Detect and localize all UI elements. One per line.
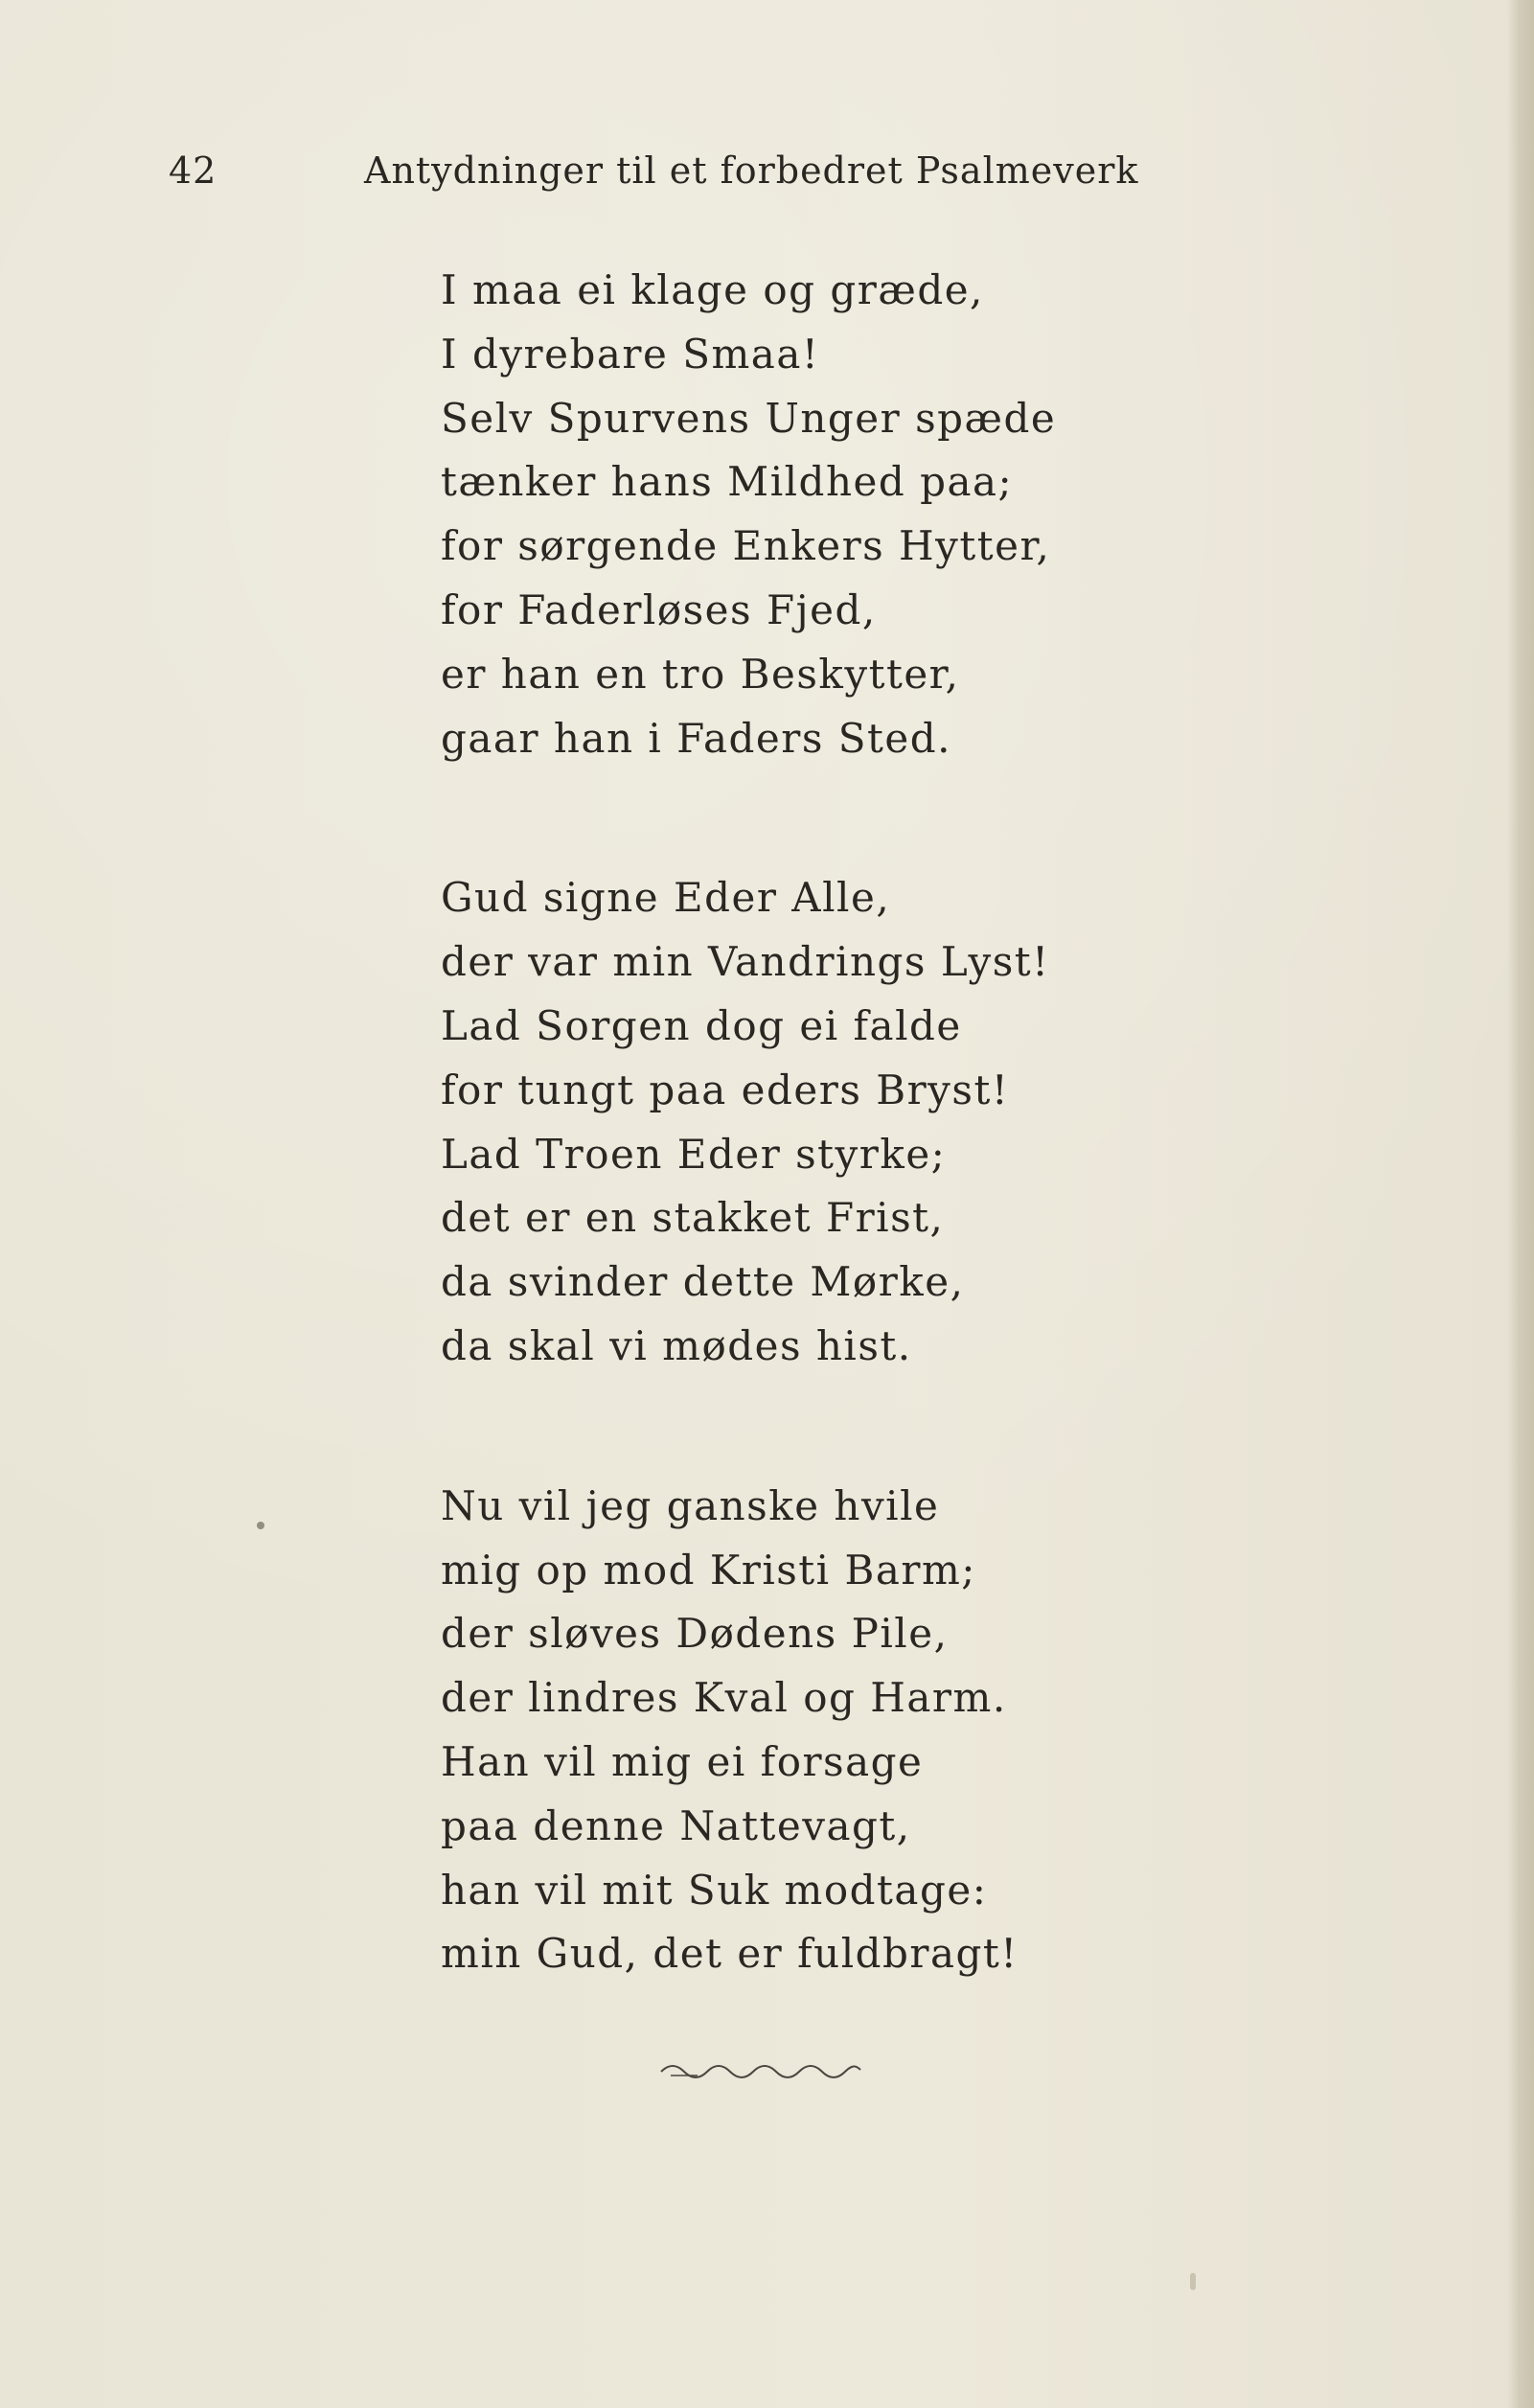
poem-line: Selv Spurvens Unger spæde [441, 394, 1057, 442]
poem-line: Gud signe Eder Alle, [441, 874, 891, 922]
poem [441, 259, 1169, 2082]
poem-line: Lad Troen Eder styrke; [441, 1130, 947, 1178]
poem-line: tænker hans Mildhed paa; [441, 458, 1014, 506]
paper-speck [1190, 2273, 1196, 2290]
poem-line: der sløves Dødens Pile, [441, 1610, 949, 1658]
poem-line: der var min Vandrings Lyst! [441, 938, 1050, 986]
stanza-3 [441, 1475, 1169, 1986]
poem-line: det er en stakket Frist, [441, 1194, 945, 1242]
poem-line: da svinder dette Mørke, [441, 1258, 965, 1306]
poem-line: gaar han i Faders Sted. [441, 714, 951, 762]
wavy-rule-svg [659, 2058, 862, 2081]
poem-line: Nu vil jeg ganske hvile [441, 1481, 940, 1529]
paper-speck [257, 1522, 264, 1529]
stanza-2 [441, 866, 1169, 1378]
poem-line: der lindres Kval og Harm. [441, 1674, 1007, 1722]
poem-line: for sørgende Enkers Hytter, [441, 522, 1051, 570]
poem-line: paa denne Nattevagt, [441, 1801, 911, 1849]
poem-line: min Gud, det er fuldbragt! [441, 1930, 1019, 1978]
page-header [169, 144, 1184, 197]
poem-line: er han en tro Beskytter, [441, 650, 960, 698]
page-number: 42 [169, 149, 218, 192]
wavy-rule-ornament-icon [659, 2058, 862, 2081]
poem-line: I maa ei klage og græde, [441, 266, 984, 313]
poem-line: Lad Sorgen dog ei falde [441, 1001, 962, 1049]
poem-line: Han vil mig ei forsage [441, 1737, 924, 1785]
page-edge-shadow [1507, 0, 1534, 2408]
poem-line: I dyrebare Smaa! [441, 330, 820, 378]
running-title: Antydninger til et forbedret Psalmeverk [364, 149, 1139, 192]
poem-line: for Faderløses Fjed, [441, 585, 877, 633]
poem-line: da skal vi mødes hist. [441, 1321, 912, 1369]
poem-line: mig op mod Kristi Barm; [441, 1546, 976, 1594]
stanza-1 [441, 259, 1169, 770]
poem-line: for tungt paa eders Bryst! [441, 1066, 1010, 1113]
poem-line: han vil mit Suk modtage: [441, 1866, 988, 1914]
